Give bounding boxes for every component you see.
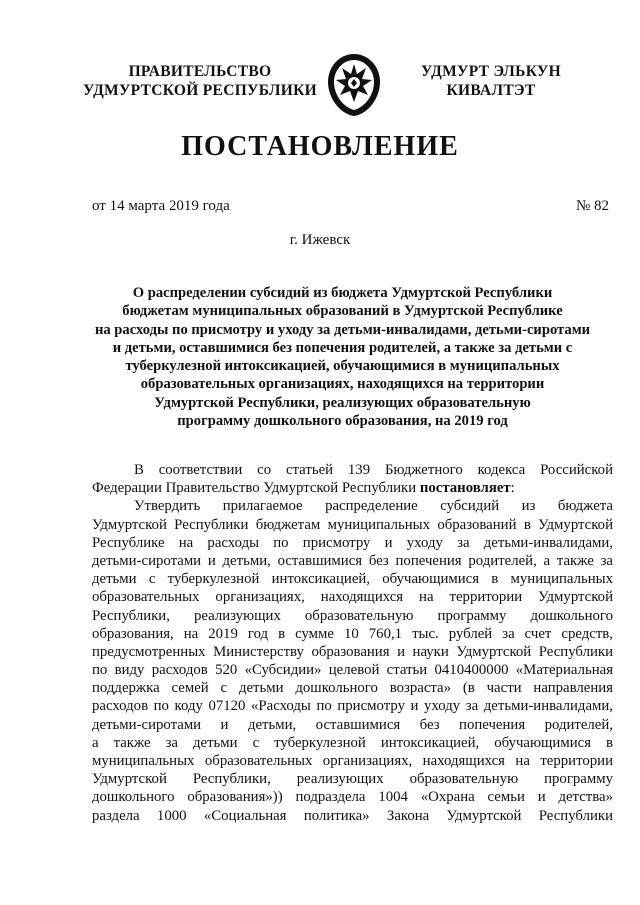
document-title: ПОСТАНОВЛЕНИЕ [181,131,459,162]
body-line: поддержка семей с детьми дошкольного возраста» (в части направления [92,680,613,697]
body-line: муниципальных образовательных организациях, находящихся на территории [92,753,613,769]
header-left-line2: УДМУРТСКОЙ РЕСПУБЛИКИ [82,82,317,99]
document-body [92,461,613,825]
body-line: В соответствии со статьей 139 Бюджетного кодекса Российской [134,462,613,478]
body-line: Республики, реализующих образовательную программу дошкольного [92,607,613,624]
header-right-line2: КИВАЛТЭТ [446,82,536,99]
body-text-run: Федерации Правительство Удмуртской Республики [92,480,420,497]
body-line: детьми с туберкулезной интоксикацией, обучающимися в муниципальных [92,571,613,588]
header-left-line1: ПРАВИТЕЛЬСТВО [128,63,272,80]
subject-line: и детьми, оставшимися без попечения родителей, а также за детьми с [112,339,573,356]
document-date: от 14 марта 2019 года [92,198,230,214]
body-line [92,479,613,497]
body-line: а также за детьми с туберкулезной интоксикацией, обучающимися в [92,734,613,751]
subject-line: образовательных организациях, находящихся на территории [140,376,545,393]
body-line: Удмуртской Республики бюджетам муниципальных образований в Удмуртской [92,516,613,533]
header-right-org [416,62,566,100]
body-bold-run: постановляет [419,480,511,497]
body-line: расходов по коду 07120 «Расходы по присмотру и уходу за детьми-инвалидами, [92,698,613,715]
body-line: Утвердить прилагаемое распределение субсидий из бюджета [134,498,613,515]
subject-line: бюджетам муниципальных образований в Удмуртской Республике [122,303,563,320]
coat-of-arms-emblem-icon [324,52,384,118]
subject-line: на расходы по присмотру и уходу за детьми-инвалидами, детьми-сиротами [94,321,591,338]
subject-line: Удмуртской Республики, реализующих образовательную [154,394,531,411]
body-line: Республике на расходы по присмотру и уходу за детьми-инвалидами, [92,534,613,551]
document-number: № 82 [575,198,609,214]
body-line: детьми-сиротами и детьми, оставшимися без попечения родителей, [92,716,613,733]
body-line: детьми-сиротами и детьми, оставшимися без попечения родителей, а также за [92,552,613,569]
document-subject [70,284,615,430]
body-text-run: : [510,480,515,497]
subject-line: программу дошкольного образования, на 2019 год [177,413,508,430]
body-line: образования, на 2019 год в сумме 10 760,1 тыс. рублей за счет средств, [92,625,613,642]
document-city: г. Ижевск [289,232,351,248]
header-left-org [82,62,318,100]
body-line: по виду расходов 520 «Субсидии» целевой статьи 0410400000 «Материальная [92,662,613,679]
body-line: предусмотренных Министерству образования и науки Удмуртской Республики [92,643,613,660]
body-line: образовательных организациях, находящихся на территории Удмуртской [92,589,613,606]
body-line: раздела 1000 «Социальная политика» Закона Удмуртской Республики [92,807,613,824]
subject-line: О распределении субсидий из бюджета Удмуртской Республики [132,285,553,301]
header-right-line1: УДМУРТ ЭЛЬКУН [421,63,561,80]
subject-line: туберкулезной интоксикацией, обучающимися в муниципальных [125,358,560,375]
body-line: дошкольного образования»)) подраздела 1004 «Охрана семьи и детства» [92,789,613,806]
body-line: Удмуртской Республики, реализующих образовательную программу [92,771,613,788]
